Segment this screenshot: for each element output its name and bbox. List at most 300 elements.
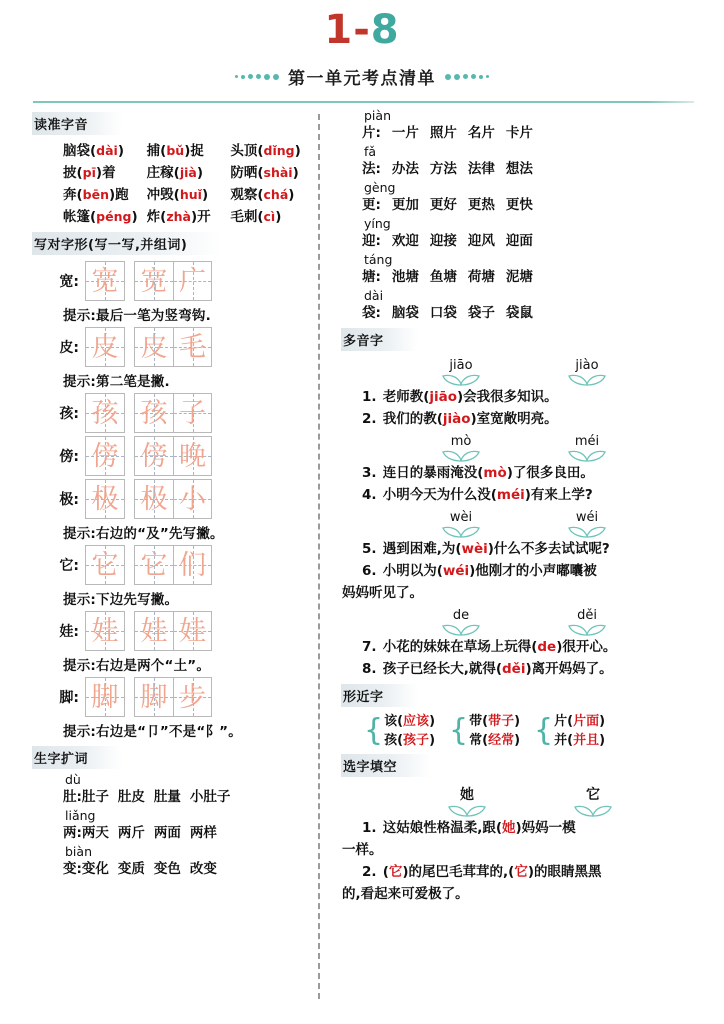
write-practice-row xyxy=(33,327,314,367)
pinyin: chá xyxy=(263,187,289,202)
similar-character-top: 带(带子) xyxy=(469,714,521,729)
answer-pinyin: jiào xyxy=(442,411,471,427)
polyphone-head xyxy=(524,608,650,636)
grid-character: 娃 xyxy=(91,615,119,647)
grid-character: 孩 xyxy=(91,397,119,429)
write-practice-tip: 提示:右边的“及”先写撇。 xyxy=(63,526,224,542)
expand-pinyin: gèng xyxy=(364,180,396,195)
expand-word: 迎面 xyxy=(505,233,533,249)
polyphone-list xyxy=(342,358,696,680)
expand-head-character: 法: xyxy=(362,161,381,177)
grid-character: 脚 xyxy=(91,681,119,713)
subtitle-row xyxy=(0,64,724,89)
pinyin: dài xyxy=(96,143,118,158)
similar-character-top: 该(应该) xyxy=(384,714,436,729)
expand-word-line xyxy=(63,859,314,880)
pronounce-table xyxy=(63,140,314,228)
write-practice-row xyxy=(33,677,314,717)
similar-word: 应该 xyxy=(403,714,430,729)
grid-character: 孩 xyxy=(140,397,168,429)
grid-cell[interactable] xyxy=(86,437,124,475)
expand-word: 变质 xyxy=(117,861,145,877)
expand-word-line xyxy=(63,823,314,844)
character-grid-group xyxy=(85,545,212,585)
grid-character: 傍 xyxy=(140,440,168,472)
character-grid-group xyxy=(85,261,212,301)
pinyin: dǐng xyxy=(263,143,295,158)
polyphone-pinyin: de xyxy=(452,608,470,623)
sentence-number: 3. xyxy=(362,465,377,481)
expand-word: 鱼塘 xyxy=(429,269,457,285)
leaf-icon xyxy=(567,373,607,386)
answer-character: 它 xyxy=(514,864,528,880)
write-practice-tip: 提示:右边是“卩”不是“阝”。 xyxy=(63,724,242,740)
similar-character-group xyxy=(449,712,520,750)
write-practice-row xyxy=(33,436,314,476)
polyphone-pinyin: jiāo xyxy=(449,358,473,373)
pronounce-word: 毛刺(cì) xyxy=(230,209,282,225)
answer-pinyin: jiāo xyxy=(429,389,458,405)
expand-word: 迎风 xyxy=(467,233,495,249)
expand-head-character: 变: xyxy=(63,861,82,877)
polyphone-head xyxy=(398,358,524,386)
answer-pinyin: wèi xyxy=(461,541,488,557)
similar-word: 带子 xyxy=(488,714,515,729)
grid-cell[interactable] xyxy=(173,328,211,366)
grid-cell[interactable] xyxy=(173,546,211,584)
expand-word-item xyxy=(362,180,696,216)
pinyin: cì xyxy=(263,209,276,224)
pronounce-word: 捕(bǔ)捉 xyxy=(146,143,204,159)
pronounce-word: 奔(bēn)跑 xyxy=(63,187,129,203)
grid-cell[interactable] xyxy=(173,394,211,432)
similar-character-group xyxy=(534,712,605,750)
write-practice-label: 脚: xyxy=(59,690,79,706)
polyphone-sentence: 7. 小花的妹妹在草场上玩得(de)很开心。 xyxy=(362,636,696,658)
page-number xyxy=(0,0,724,53)
page-number-right: 8 xyxy=(370,7,400,53)
write-practice-label: 宽: xyxy=(59,274,79,290)
expand-word: 泥塘 xyxy=(505,269,533,285)
character-grid-group xyxy=(85,611,212,651)
section-heading-write: 写对字形(写一写,并组词) xyxy=(32,232,221,255)
fill-choice-heads xyxy=(342,784,696,817)
grid-cell[interactable] xyxy=(173,612,211,650)
character-grid-word[interactable] xyxy=(134,545,212,585)
character-grid-word[interactable] xyxy=(134,393,212,433)
grid-character: 极 xyxy=(91,483,119,515)
expand-pinyin: biàn xyxy=(65,844,92,859)
page-title: 第一单元考点清单 xyxy=(288,69,436,89)
character-grid-group xyxy=(85,479,212,519)
grid-character: 娃 xyxy=(140,615,168,647)
expand-word: 两样 xyxy=(189,825,217,841)
grid-character: 步 xyxy=(179,681,206,713)
pronounce-row xyxy=(63,162,314,184)
answer-pinyin: děi xyxy=(502,661,526,677)
similar-word: 片面 xyxy=(573,714,600,729)
pinyin: shài xyxy=(263,165,293,180)
expand-word: 两面 xyxy=(153,825,181,841)
sentence-number: 1. xyxy=(362,389,377,405)
leaf-icon xyxy=(441,373,481,386)
fill-sentence: 1. 这姑娘性格温柔,跟(她)妈妈一模 xyxy=(362,817,696,839)
sentence-number: 2. xyxy=(362,411,377,427)
expand-pinyin: dù xyxy=(65,772,81,787)
pronounce-row xyxy=(63,140,314,162)
polyphone-heads xyxy=(342,608,696,636)
expand-word-line xyxy=(362,231,696,252)
write-practice-label: 傍: xyxy=(59,449,79,465)
fill-sentence: 2. (它)的尾巴毛茸茸的,(它)的眼睛黑黑 xyxy=(362,861,696,883)
expand-pinyin: táng xyxy=(364,252,393,267)
leaf-icon xyxy=(441,623,481,636)
expand-word: 荷塘 xyxy=(467,269,495,285)
expand-word: 脑袋 xyxy=(391,305,419,321)
expand-word: 名片 xyxy=(467,125,495,141)
page-number-left: 1 xyxy=(324,7,354,53)
grid-character: 脚 xyxy=(140,681,168,713)
write-practice-label: 皮: xyxy=(59,340,79,356)
grid-character: 子 xyxy=(179,397,206,429)
polyphone-heads xyxy=(342,358,696,386)
expand-word-line xyxy=(63,787,314,808)
polyphone-pinyin: méi xyxy=(574,434,600,449)
write-practice-row xyxy=(33,393,314,433)
write-practice-label: 它: xyxy=(59,558,79,574)
pinyin: zhà xyxy=(166,209,191,224)
expand-word: 一片 xyxy=(391,125,419,141)
leaf-icon xyxy=(447,804,487,817)
expand-word: 更热 xyxy=(467,197,495,213)
write-practice-row xyxy=(33,545,314,585)
write-practice-tip: 提示:下边先写撇。 xyxy=(63,592,179,608)
expand-word: 口袋 xyxy=(429,305,457,321)
grid-cell[interactable] xyxy=(135,262,173,300)
fill-choice-character: 它 xyxy=(586,787,600,803)
expand-word: 想法 xyxy=(505,161,533,177)
grid-character: 毛 xyxy=(179,331,206,363)
expand-word-item xyxy=(362,108,696,144)
expand-word: 更快 xyxy=(505,197,533,213)
polyphone-sentence-wrap: 妈妈听见了。 xyxy=(342,585,423,601)
write-practice-tip: 提示:最后一笔为竖弯钩. xyxy=(63,308,211,324)
section-heading-similar: 形近字 xyxy=(341,684,418,707)
expand-head-character: 片: xyxy=(362,125,381,141)
grid-cell[interactable] xyxy=(135,437,173,475)
polyphone-pinyin: wéi xyxy=(575,510,599,525)
similar-character-bottom: 常(经常) xyxy=(469,733,521,748)
polyphone-sentence: 6. 小明以为(wéi)他刚才的小声嘟囔被 xyxy=(362,560,696,582)
polyphone-pinyin: děi xyxy=(577,608,597,623)
write-practice-label: 孩: xyxy=(59,406,79,422)
similar-character-group xyxy=(364,712,435,750)
similar-character-pair xyxy=(384,712,435,750)
expand-head-character: 袋: xyxy=(362,305,381,321)
pronounce-word: 脑袋(dài) xyxy=(63,143,125,159)
character-grid-single[interactable] xyxy=(85,327,125,367)
polyphone-head xyxy=(398,434,524,462)
pinyin: bēn xyxy=(82,187,109,202)
answer-character: 她 xyxy=(502,820,516,836)
expand-word-line xyxy=(362,267,696,288)
write-practice-list xyxy=(33,261,314,740)
pronounce-word: 庄稼(jià) xyxy=(146,165,204,181)
polyphone-sentence: 3. 连日的暴雨淹没(mò)了很多良田。 xyxy=(362,462,696,484)
grid-cell[interactable] xyxy=(86,546,124,584)
polyphone-sentence: 8. 孩子已经长大,就得(děi)离开妈妈了。 xyxy=(362,658,696,680)
character-grid-single[interactable] xyxy=(85,611,125,651)
expand-pinyin: fǎ xyxy=(364,144,377,159)
similar-word: 并且 xyxy=(573,733,600,748)
expand-word: 改变 xyxy=(189,861,217,877)
sentence-number: 5. xyxy=(362,541,377,557)
sentence-number: 4. xyxy=(362,487,377,503)
expand-word: 变化 xyxy=(81,861,109,877)
pronounce-word: 头顶(dǐng) xyxy=(230,143,301,159)
similar-characters-row xyxy=(364,712,696,750)
pronounce-word: 防晒(shài) xyxy=(230,165,299,181)
page-number-dash: - xyxy=(353,7,371,53)
character-grid-single[interactable] xyxy=(85,479,125,519)
page-header xyxy=(0,0,724,100)
expand-word-line xyxy=(362,303,696,324)
character-grid-group xyxy=(85,436,212,476)
grid-cell[interactable] xyxy=(86,480,124,518)
expand-word: 欢迎 xyxy=(391,233,419,249)
grid-cell[interactable] xyxy=(135,678,173,716)
similar-word: 孩子 xyxy=(403,733,430,748)
expand-word: 法律 xyxy=(467,161,495,177)
expand-word-item xyxy=(362,216,696,252)
similar-character-bottom: 并(并且) xyxy=(554,733,606,748)
expand-head-character: 塘: xyxy=(362,269,381,285)
fill-choice-head xyxy=(530,784,656,817)
grid-character: 广 xyxy=(179,265,206,297)
character-grid-single[interactable] xyxy=(85,261,125,301)
expand-word: 两天 xyxy=(81,825,109,841)
content-columns xyxy=(0,100,724,1005)
expand-word: 变色 xyxy=(153,861,181,877)
grid-cell[interactable] xyxy=(135,480,173,518)
expand-head-character: 肚: xyxy=(63,789,82,805)
leaf-icon xyxy=(567,525,607,538)
expand-word: 袋子 xyxy=(467,305,495,321)
leaf-icon xyxy=(441,449,481,462)
similar-word: 经常 xyxy=(488,733,515,748)
grid-cell[interactable] xyxy=(135,546,173,584)
grid-character: 娃 xyxy=(179,615,206,647)
leaf-icon xyxy=(567,623,607,636)
character-grid-single[interactable] xyxy=(85,677,125,717)
write-practice-tip: 提示:右边是两个“土”。 xyxy=(63,658,211,674)
leaf-icon xyxy=(573,804,613,817)
pronounce-word: 披(pī)着 xyxy=(63,165,116,181)
expand-head-character: 更: xyxy=(362,197,381,213)
dots-right-decoration xyxy=(445,74,489,80)
grid-character: 傍 xyxy=(91,440,119,472)
expand-word: 方法 xyxy=(429,161,457,177)
expand-pinyin: piàn xyxy=(364,108,391,123)
right-column xyxy=(320,108,724,1005)
expand-word-item xyxy=(63,844,314,880)
sentence-number: 7. xyxy=(362,639,377,655)
expand-word: 卡片 xyxy=(505,125,533,141)
answer-pinyin: mò xyxy=(483,465,507,481)
pinyin: pī xyxy=(82,165,96,180)
polyphone-head xyxy=(524,510,650,538)
expand-words-right xyxy=(342,108,696,324)
grid-cell[interactable] xyxy=(86,394,124,432)
expand-word-line xyxy=(362,123,696,144)
sentence-number: 2. xyxy=(362,864,377,880)
polyphone-head xyxy=(398,510,524,538)
pinyin: bǔ xyxy=(166,143,185,158)
grid-cell[interactable] xyxy=(173,480,211,518)
write-practice-label: 极: xyxy=(59,492,79,508)
grid-character: 它 xyxy=(91,549,119,581)
expand-word: 袋鼠 xyxy=(505,305,533,321)
write-practice-label: 娃: xyxy=(59,624,79,640)
grid-character: 极 xyxy=(140,483,168,515)
character-grid-word[interactable] xyxy=(134,677,212,717)
expand-word-item xyxy=(362,144,696,180)
character-grid-single[interactable] xyxy=(85,393,125,433)
polyphone-head xyxy=(524,358,650,386)
grid-character: 宽 xyxy=(140,265,168,297)
write-practice-tip: 提示:第二笔是撇. xyxy=(63,374,170,390)
polyphone-head xyxy=(398,608,524,636)
answer-pinyin: wéi xyxy=(442,563,470,579)
polyphone-sentence: 1. 老师教(jiāo)会我很多知识。 xyxy=(362,386,696,408)
expand-word: 迎接 xyxy=(429,233,457,249)
expand-word-item xyxy=(63,772,314,808)
character-grid-word[interactable] xyxy=(134,611,212,651)
grid-cell[interactable] xyxy=(173,678,211,716)
grid-cell[interactable] xyxy=(86,678,124,716)
sentence-number: 6. xyxy=(362,563,377,579)
fill-in-blank-list xyxy=(342,784,696,905)
grid-character: 们 xyxy=(179,549,206,581)
expand-word-line xyxy=(362,159,696,180)
expand-word-item xyxy=(362,252,696,288)
fill-sentence-wrap: 一样。 xyxy=(342,842,383,858)
expand-pinyin: yíng xyxy=(364,216,391,231)
expand-word-item xyxy=(362,288,696,324)
write-practice-row xyxy=(33,479,314,519)
fill-sentence-wrap: 的,看起来可爱极了。 xyxy=(342,886,469,902)
dots-left-decoration xyxy=(235,74,279,80)
expand-word: 肚子 xyxy=(81,789,109,805)
expand-word: 办法 xyxy=(391,161,419,177)
polyphone-head xyxy=(524,434,650,462)
sentence-number: 8. xyxy=(362,661,377,677)
brace-icon: { xyxy=(364,713,384,748)
grid-cell[interactable] xyxy=(86,328,124,366)
character-grid-single[interactable] xyxy=(85,545,125,585)
character-grid-group xyxy=(85,677,212,717)
grid-cell[interactable] xyxy=(135,328,173,366)
pronounce-word: 帐篷(péng) xyxy=(63,209,138,225)
brace-icon: { xyxy=(449,713,469,748)
grid-cell[interactable] xyxy=(135,612,173,650)
leaf-icon xyxy=(567,449,607,462)
pronounce-word: 冲毁(huǐ) xyxy=(146,187,209,203)
pinyin: jià xyxy=(179,165,197,180)
expand-word: 两斤 xyxy=(117,825,145,841)
character-grid-group xyxy=(85,393,212,433)
character-grid-word[interactable] xyxy=(134,479,212,519)
grid-character: 小 xyxy=(179,483,206,515)
pronounce-row xyxy=(63,206,314,228)
answer-character: 它 xyxy=(388,864,403,880)
grid-cell[interactable] xyxy=(86,262,124,300)
polyphone-sentence: 5. 遇到困难,为(wèi)什么不多去试试呢? xyxy=(362,538,696,560)
similar-character-pair xyxy=(469,712,520,750)
section-heading-fill: 选字填空 xyxy=(341,754,431,777)
pinyin: péng xyxy=(96,209,132,224)
expand-pinyin: dài xyxy=(364,288,384,303)
grid-character: 宽 xyxy=(91,265,119,297)
sentence-number: 1. xyxy=(362,820,377,836)
fill-choice-head xyxy=(404,784,530,817)
polyphone-pinyin: mò xyxy=(450,434,472,449)
polyphone-heads xyxy=(342,510,696,538)
expand-word: 更加 xyxy=(391,197,419,213)
expand-word: 池塘 xyxy=(391,269,419,285)
similar-character-top: 片(片面) xyxy=(554,714,606,729)
pronounce-word: 炸(zhà)开 xyxy=(146,209,211,225)
section-heading-pronounce: 读准字音 xyxy=(32,112,122,135)
grid-cell[interactable] xyxy=(173,262,211,300)
character-grid-word[interactable] xyxy=(134,436,212,476)
pronounce-word: 观察(chá) xyxy=(230,187,295,203)
section-heading-expand: 生字扩词 xyxy=(32,746,122,769)
expand-word: 照片 xyxy=(429,125,457,141)
left-column xyxy=(0,108,318,1005)
expand-word: 更好 xyxy=(429,197,457,213)
similar-character-pair xyxy=(554,712,605,750)
expand-word-line xyxy=(362,195,696,216)
pinyin: huǐ xyxy=(179,187,202,202)
polyphone-pinyin: jiào xyxy=(575,358,599,373)
grid-character: 它 xyxy=(140,549,168,581)
character-grid-word[interactable] xyxy=(134,327,212,367)
expand-words-left xyxy=(33,772,314,880)
header-divider-line xyxy=(33,101,694,103)
character-grid-group xyxy=(85,327,212,367)
expand-word-item xyxy=(63,808,314,844)
grid-cell[interactable] xyxy=(135,394,173,432)
leaf-icon xyxy=(441,525,481,538)
polyphone-sentence: 4. 小明今天为什么没(méi)有来上学? xyxy=(362,484,696,506)
expand-head-character: 两: xyxy=(63,825,82,841)
grid-character: 皮 xyxy=(91,331,119,363)
write-practice-row xyxy=(33,261,314,301)
grid-cell[interactable] xyxy=(86,612,124,650)
polyphone-pinyin: wèi xyxy=(449,510,473,525)
character-grid-word[interactable] xyxy=(134,261,212,301)
pronounce-row xyxy=(63,184,314,206)
expand-word: 小肚子 xyxy=(189,789,231,805)
polyphone-heads xyxy=(342,434,696,462)
grid-cell[interactable] xyxy=(173,437,211,475)
character-grid-single[interactable] xyxy=(85,436,125,476)
polyphone-sentence: 2. 我们的教(jiào)室宽敞明亮。 xyxy=(362,408,696,430)
brace-icon: { xyxy=(534,713,554,748)
expand-pinyin: liǎng xyxy=(65,808,96,823)
grid-character: 皮 xyxy=(140,331,168,363)
